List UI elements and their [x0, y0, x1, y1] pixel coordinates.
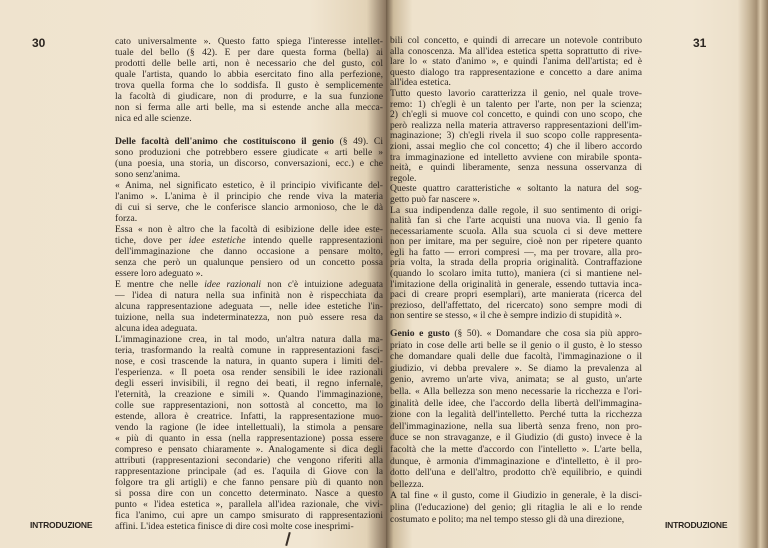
- text-run: non c'è intuizione adeguata: [261, 279, 384, 290]
- text-line: bellezza.: [390, 478, 424, 490]
- text-line: questo dialogo tra rappresentazione e concetto a dare anima: [390, 66, 642, 78]
- text-line: colle sue rappresentazioni, non sottostà al concetto, ma lo: [115, 400, 383, 411]
- text-line: getto può far nascere ».: [390, 193, 480, 205]
- text-line: senza che però un qualunque pensiero od un concetto possa: [115, 257, 383, 268]
- emphasis-text: idee estetiche: [188, 235, 246, 246]
- text-line: di cui si serve, che le conferisce slancio armonioso, che le dà: [115, 202, 383, 213]
- text-line: plina (l'educazione) del genio; gli ritaglia le ali e lo rende: [390, 501, 642, 513]
- text-line: l'esperienza. « Il poeta osa render sensibili le idee razionali: [115, 367, 383, 378]
- section-heading: Genio e gusto: [390, 328, 450, 339]
- text-line: duce se non stravaganze, e il Giudizio (di gusto) invece è la: [390, 432, 642, 444]
- paragraph: [390, 206, 642, 323]
- text-line: necessariamente scuola. Alla sua scuola ci si deve mettere: [390, 225, 642, 237]
- text-line: [390, 328, 642, 340]
- text-line: tra immaginazione ed intelletto avviene con mirabile sponta-: [390, 151, 642, 163]
- paragraph: [390, 328, 642, 490]
- paragraph: [390, 490, 642, 525]
- text-line: ginalità delle idee, che l'accordo della libertà dell'immagina-: [390, 397, 642, 409]
- text-line: giudizio, vi debba prevalere ». Se diamo la prevalenza al: [390, 362, 642, 374]
- text-line: nalità fan sì che l'arte acquisti una nuova via. Il genio fa: [390, 215, 642, 227]
- paragraph: [115, 224, 383, 279]
- text-line: degli esseri invisibili, il regno dei beati, il regno infernale,: [115, 378, 383, 389]
- text-line: la facoltà di giudicare, non di produrre, e la sua funzione: [115, 91, 383, 102]
- text-line: alla conoscenza. Ma all'idea estetica spetta soprattutto di rive-: [390, 45, 642, 57]
- text-line: facoltà che la mette d'accordo con l'intelletto ». L'arte bella,: [390, 443, 642, 455]
- text-line: dotto dell'una e dell'altro, prodotto ch'è equilibrio, e quindi: [390, 467, 642, 479]
- text-line: lare lo « stato d'animo », e quindi l'anima dell'artista; ed è: [390, 56, 642, 68]
- text-line: paci di creare propri esemplari), arte manierata (ricerca del: [390, 289, 642, 301]
- text-line: dell'immaginazione che danno occasione a pensare molto,: [115, 246, 383, 257]
- text-line: bili col concetto, e quindi di arrecare un notevole contributo: [390, 35, 642, 46]
- text-run: intendo quelle rappresentazioni: [245, 235, 384, 246]
- text-line: dunque, è armonia d'immaginazione e d'intelletto, è il pro-: [390, 455, 642, 467]
- paragraph: [115, 334, 383, 532]
- paragraph: [390, 89, 642, 184]
- text-line: cato universalmente ». Questo fatto spiega l'interesse intellet-: [115, 36, 383, 47]
- text-line: non per imitare, ma per seguire, cioè non per ripetere quanto: [390, 236, 642, 248]
- text-line: l'animo ». L'anima è il principio che rende viva la materia: [115, 191, 383, 202]
- text-line: sono senz'anima.: [115, 169, 181, 180]
- text-line: prezioso, dell'affettato, del ricercato) sono sempre modi di: [390, 299, 642, 311]
- text-line: essere loro adeguato ».: [115, 268, 203, 279]
- text-line: sono produzioni che potrebbero essere giudicate « arti belle »: [115, 147, 383, 158]
- text-line: l'eternità, la creazione e simili ». Quando l'immaginazione,: [115, 389, 383, 400]
- text-section: [115, 36, 383, 124]
- text-line: attributi (rappresentazioni secondarie) che vengono riferiti alla: [115, 455, 383, 466]
- paragraph: [390, 184, 642, 205]
- running-head: INTRODUZIONE: [30, 520, 93, 530]
- text-line: prodotti delle belle arti, non è necessario che del gusto, col: [115, 58, 383, 69]
- text-line: dell'immaginazione, nella sua libertà senza freno, non pro-: [390, 420, 642, 432]
- paragraph: [115, 180, 383, 224]
- text-line: [115, 279, 383, 290]
- text-line: (quando lo scolaro imita tutto), maniera (ci si mantiene nel-: [390, 268, 642, 280]
- text-line: remo: 1) ch'egli è un talento per l'arte, non per la scienza;: [390, 98, 642, 110]
- text-line: priato in cose delle arti belle se il genio o il gusto, è lo stesso: [390, 339, 642, 351]
- text-line: l'imitazione della originalità in generale, essendo tuttavia inca-: [390, 278, 642, 290]
- text-run: (§ 49). Ci: [333, 136, 383, 147]
- text-line: (una poesia, una storia, un discorso, conversazioni, ecc.) e che: [115, 158, 383, 169]
- text-line: zioni, assai meglio che col concetto; 4) che il libero accordo: [390, 140, 642, 152]
- text-line: alcuna rappresentazione adeguata —, nelle idee estetiche l'in-: [115, 301, 383, 312]
- text-run: (§ 50). « Domandare che cosa sia più appro-: [449, 328, 642, 339]
- text-line: Essa « non è altro che la facoltà di esibizione delle idee este-: [115, 224, 383, 235]
- text-line: vendo la ragione (le idee intellettuali), la stimola a pensare: [115, 422, 383, 433]
- text-line: La sua indipendenza dalle regole, il suo sentimento di origi-: [390, 204, 642, 216]
- text-line: fica l'animo, cui apre un campo smisurato di rappresentazioni: [115, 510, 383, 521]
- paragraph: [390, 36, 642, 89]
- text-line: non sentire se stesso, « il che è sempre indizio di stupidità ».: [390, 310, 622, 322]
- pencil-mark: [285, 532, 291, 546]
- text-line: neità, e quindi liberamente, senza nessuna osservanza di: [390, 162, 642, 174]
- text-line: però realizza nella materia attraverso rappresentazioni dell'im-: [390, 119, 642, 131]
- text-line: Queste quattro caratteristiche « soltanto la natura del sog-: [390, 183, 642, 195]
- page-number: 31: [693, 36, 707, 50]
- text-line: zione con la legalità dell'intelletto. Perché tutta la ricchezza: [390, 409, 642, 421]
- text-line: teria, trasformando la realtà comune in rappresentazioni fasci-: [115, 345, 383, 356]
- text-line: all'idea estetica.: [390, 77, 451, 89]
- text-line: che domandare quali delle due facoltà, l'immaginazione o il: [390, 351, 642, 363]
- section-heading: Delle facoltà dell'animo che costituiscono il genio: [115, 136, 334, 147]
- text-line: costumato e polito; ma nel tempo stesso gli dà una direzione,: [390, 513, 625, 525]
- text-section-genio-e-gusto: [390, 328, 642, 525]
- text-line: egli ha fatto — errori compresi —, ma per trovare, alla pro-: [390, 246, 642, 258]
- text-line: regole.: [390, 172, 417, 184]
- text-line: estende, allora è creatrice. Infatti, la rappresentazione muo-: [115, 411, 383, 422]
- text-line: nose, e così trascende la natura, in quanto supera i limiti del-: [115, 356, 383, 367]
- text-line: — l'idea di natura nella sua infinità non è rispecchiata da: [115, 290, 383, 301]
- text-line: folgore tra gli artigli) e che fanno pensare più di quanto non: [115, 477, 383, 488]
- text-line: maginazione; 3) ch'egli rivela il suo scopo colle rappresenta-: [390, 130, 642, 142]
- text-section-genio: [115, 136, 383, 532]
- text-line: [115, 136, 383, 147]
- text-line: trova quella forma che lo soddisfa. Il gusto è semplicemente: [115, 80, 383, 91]
- text-line: rappresentazione principale (ad es. l'aquila di Giove con la: [115, 466, 383, 477]
- paragraph: [115, 136, 383, 180]
- page-number: 30: [32, 36, 46, 50]
- text-line: tuale del bello (§ 42). E per dare questa forma (bella) ai: [115, 47, 383, 58]
- text-line: compreso e pensato chiaramente ». Analogamente si dica degli: [115, 444, 383, 455]
- text-run: E mentre che nelle: [115, 279, 205, 290]
- text-line: quale l'artista, quando lo abbia esercitato fino alla perfezione,: [115, 69, 383, 80]
- text-line: alcuna idea adeguata.: [115, 323, 198, 334]
- text-line: pria volta, la strada della propria originalità. Contraffazione: [390, 257, 642, 269]
- text-line: bella. « Alla bellezza son meno necessarie la ricchezza e l'ori-: [390, 385, 642, 397]
- emphasis-text: idee razionali: [204, 279, 262, 290]
- text-section: [390, 36, 642, 322]
- text-line: tuizione, nella sua indeterminatezza, non può essere resa da: [115, 312, 383, 323]
- paragraph: [115, 36, 383, 124]
- text-line: « Anima, nel significato estetico, è il principio vivificante del-: [115, 180, 383, 191]
- text-line: punto « l'idea estetica », parallela all'idea razionale, che vivi-: [115, 499, 383, 510]
- text-line: non si ferma alle arti belle, ma si estende anche alla mecca-: [115, 102, 383, 113]
- text-line: si possa dire con un concetto determinato. Nasce a questo: [115, 488, 383, 499]
- text-line: Tutto questo lavorio caratterizza il genio, nel quale trove-: [390, 87, 642, 99]
- text-line: 2) ch'egli si muove col concetto, e quindi con uno scopo, che: [390, 109, 642, 121]
- text-line: forza.: [115, 213, 138, 224]
- right-page: [386, 0, 768, 548]
- text-run: tiche, dove per: [115, 235, 189, 246]
- text-line: affini. L'idea estetica finisce di dire così molte cose inesprimi-: [115, 521, 354, 532]
- text-line: [115, 235, 383, 246]
- running-head: INTRODUZIONE: [665, 520, 728, 530]
- text-line: nica ed alle scienze.: [115, 113, 192, 124]
- text-line: A tal fine « il gusto, come il Giudizio in generale, è la disci-: [390, 490, 642, 502]
- text-line: « più di quanto in essa (nella rappresentazione) possa essere: [115, 433, 383, 444]
- text-line: genio, avremo un'arte viva, animata; se al gusto, un'arte: [390, 374, 642, 386]
- paragraph: [115, 279, 383, 334]
- text-line: L'immaginazione crea, in tal modo, un'altra natura dalla ma-: [115, 334, 383, 345]
